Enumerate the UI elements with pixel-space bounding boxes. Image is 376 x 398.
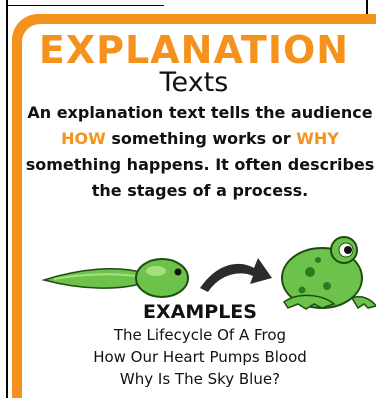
description-text-3: something happens. It often describes the stages of a process. bbox=[25, 155, 375, 200]
example-item: Why Is The Sky Blue? bbox=[119, 370, 281, 388]
examples-list bbox=[22, 324, 376, 390]
example-item: The Lifecycle Of A Frog bbox=[113, 326, 287, 344]
top-border-stub bbox=[6, 0, 164, 6]
poster-description bbox=[22, 100, 376, 204]
tadpole-icon bbox=[44, 259, 188, 297]
poster-title: EXPLANATION bbox=[38, 28, 350, 72]
lifecycle-illustration bbox=[22, 232, 376, 312]
poster-subtitle: Texts bbox=[159, 67, 229, 98]
highlight-how: HOW bbox=[61, 129, 106, 148]
highlight-why: WHY bbox=[296, 129, 339, 148]
frame-border-left bbox=[6, 0, 8, 398]
frog-icon bbox=[282, 237, 376, 309]
example-item: How Our Heart Pumps Blood bbox=[93, 348, 307, 366]
arrow-icon bbox=[200, 258, 272, 292]
description-text-2: something works or bbox=[105, 129, 297, 148]
poster-card bbox=[22, 24, 376, 398]
examples-heading: EXAMPLES bbox=[143, 301, 257, 323]
description-text-1: An explanation text tells the audience bbox=[27, 103, 373, 122]
explanation-texts-poster bbox=[12, 14, 376, 398]
